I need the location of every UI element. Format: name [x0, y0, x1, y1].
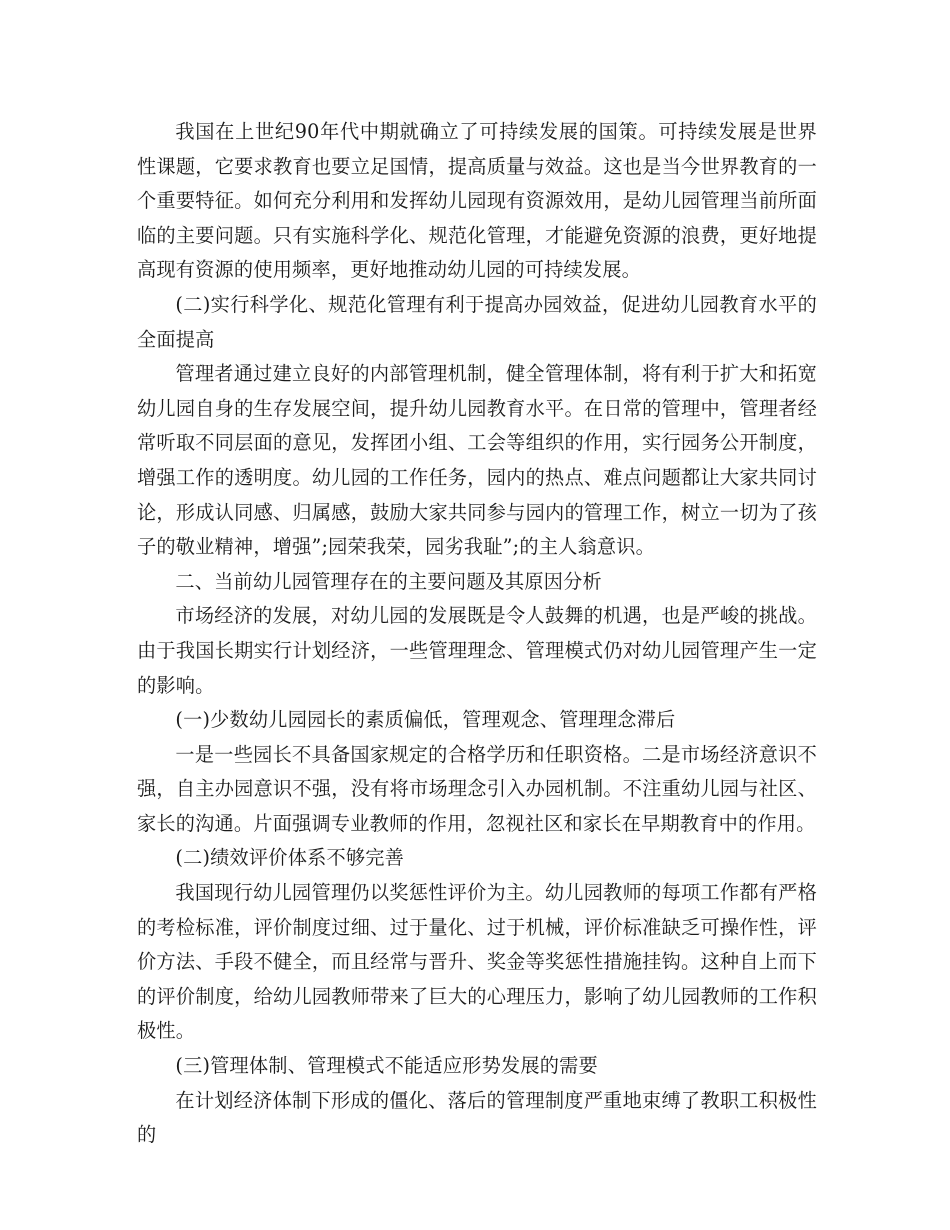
body-paragraph: 我国现行幼儿园管理仍以奖惩性评价为主。幼儿园教师的每项工作都有严格的考检标准，评价制度过细、过于量化、过于机械，评价标准缺乏可操作性，评价方法、手段不健全，而且经常与晋升、奖金等奖惩性措施挂钩。这种自上而下的评价制度，给幼儿园教师带来了巨大的心理压力，影响了幼儿园教师的工作积极性。: [137, 881, 817, 1043]
body-paragraph: 管理者通过建立良好的内部管理机制，健全管理体制，将有利于扩大和拓宽幼儿园自身的生存发展空间，提升幼儿园教育水平。在日常的管理中，管理者经常听取不同层面的意见，发挥团小组、工会等组织的作用，实行园务公开制度，增强工作的透明度。幼儿园的工作任务，园内的热点、难点问题都让大家共同讨论，形成认同感、归属感，鼓励大家共同参与园内的管理工作，树立一切为了孩子的敬业精神，增强”;园荣我荣，园劣我耻”;的主人翁意识。: [137, 362, 817, 559]
section-heading: (二)绩效评价体系不够完善: [175, 846, 405, 870]
section-heading: (三)管理体制、管理模式不能适应形势发展的需要: [175, 1054, 598, 1078]
body-paragraph: 市场经济的发展，对幼儿园的发展既是令人鼓舞的机遇，也是严峻的挑战。由于我国长期实行计划经济，一些管理理念、管理模式仍对幼儿园管理产生一定的影响。: [137, 604, 817, 697]
document-body: [137, 115, 817, 1153]
section-heading: (二)实行科学化、规范化管理有利于提高办园效益，促进幼儿园教育水平的全面提高: [137, 292, 817, 351]
body-paragraph: 在计划经济体制下形成的僵化、落后的管理制度严重地束缚了教职工积极性的: [137, 1088, 817, 1147]
section-heading: (一)少数幼儿园园长的素质偏低，管理观念、管理理念滞后: [175, 708, 676, 732]
body-paragraph: 一是一些园长不具备国家规定的合格学历和任职资格。二是市场经济意识不强，自主办园意识不强，没有将市场理念引入办园机制。不注重幼儿园与社区、家长的沟通。片面强调专业教师的作用，忽视社区和家长在早期教育中的作用。: [137, 742, 817, 835]
body-paragraph: 我国在上世纪90年代中期就确立了可持续发展的国策。可持续发展是世界性课题，它要求教育也要立足国情，提高质量与效益。这也是当今世界教育的一个重要特征。如何充分利用和发挥幼儿园现有资源效用，是幼儿园管理当前所面临的主要问题。只有实施科学化、规范化管理，才能避免资源的浪费，更好地提高现有资源的使用频率，更好地推动幼儿园的可持续发展。: [137, 120, 817, 282]
chapter-heading: 二、当前幼儿园管理存在的主要问题及其原因分析: [175, 569, 602, 593]
